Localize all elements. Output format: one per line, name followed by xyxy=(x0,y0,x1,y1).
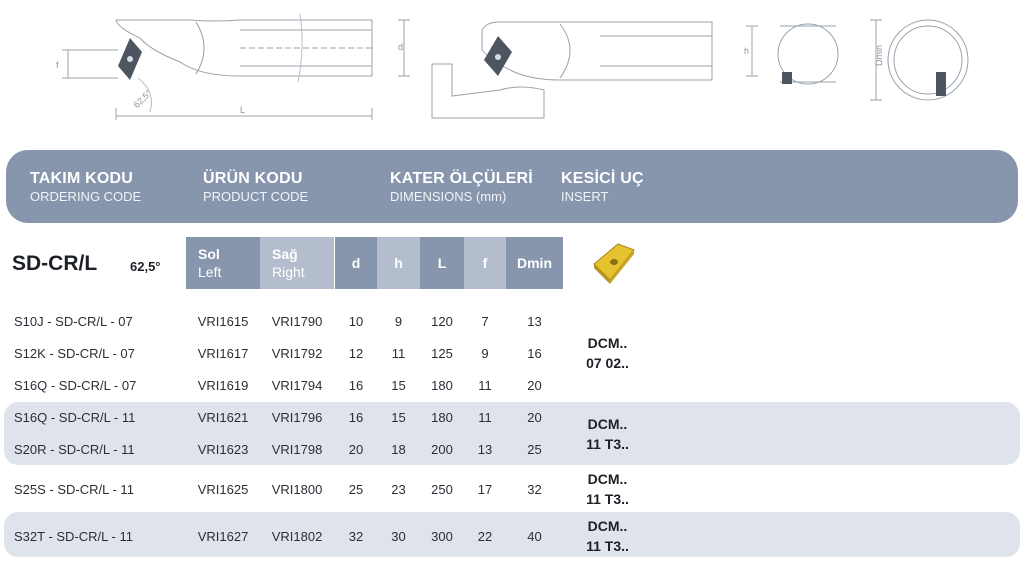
top-view-drawing xyxy=(432,22,758,118)
row-2-code: S12K - SD-CR/L - 07 xyxy=(14,346,135,361)
row-5-right: VRI1798 xyxy=(271,442,323,457)
row-1-f: 7 xyxy=(481,314,489,329)
insert-label-4-line2: 11 T3.. xyxy=(586,538,629,554)
row-4-left: VRI1621 xyxy=(197,410,249,425)
insert-label-3 xyxy=(560,469,655,509)
dmin-drawing xyxy=(870,20,968,100)
product-code-header xyxy=(203,170,308,204)
dimensions-tr: KATER ÖLÇÜLERİ xyxy=(390,170,533,187)
row-1-right: VRI1790 xyxy=(271,314,323,329)
row-2-h: 11 xyxy=(391,346,406,361)
row-1-left: VRI1615 xyxy=(197,314,249,329)
row-3-left: VRI1619 xyxy=(197,378,249,393)
row-5-f: 13 xyxy=(477,442,493,457)
row-6-left: VRI1625 xyxy=(197,482,249,497)
label-angle: 62,5° xyxy=(131,87,154,110)
row-6-h: 23 xyxy=(391,482,406,497)
row-4-dmin: 20 xyxy=(527,410,542,425)
side-view-drawing xyxy=(62,14,410,120)
col-f-header: f xyxy=(464,237,506,289)
row-4-code: S16Q - SD-CR/L - 11 xyxy=(14,410,136,425)
row-2-L: 125 xyxy=(431,346,453,361)
insert-tr: KESİCİ UÇ xyxy=(561,170,644,187)
row-4-d: 16 xyxy=(348,410,364,425)
row-4-h: 15 xyxy=(391,410,406,425)
col-L-header: L xyxy=(420,237,464,289)
label-L: L xyxy=(240,105,246,115)
row-3-d: 16 xyxy=(348,378,364,393)
row-7-L: 300 xyxy=(431,529,453,544)
row-6-dmin: 32 xyxy=(527,482,542,497)
col-right-tr: Sağ xyxy=(272,246,298,262)
row-5-d: 20 xyxy=(348,442,364,457)
row-2-left: VRI1617 xyxy=(197,346,249,361)
row-7-code: S32T - SD-CR/L - 11 xyxy=(14,529,133,544)
col-right-header xyxy=(260,237,334,289)
ordering-code-header xyxy=(30,170,141,204)
insert-label-1-line2: 07 02.. xyxy=(586,355,629,371)
row-1-d: 10 xyxy=(348,314,364,329)
insert-top-screw-icon xyxy=(495,54,501,60)
row-2-right: VRI1792 xyxy=(271,346,323,361)
label-dmin: Dmin xyxy=(874,44,884,66)
insert-label-3-line2: 11 T3.. xyxy=(586,491,629,507)
row-2-dmin: 16 xyxy=(527,346,542,361)
insert-en: INSERT xyxy=(561,189,609,204)
row-5-code: S20R - SD-CR/L - 11 xyxy=(14,442,135,457)
label-h: h xyxy=(744,46,750,56)
insert-header xyxy=(561,170,644,204)
row-6-right: VRI1800 xyxy=(271,482,323,497)
insert-label-1-line1: DCM.. xyxy=(587,335,628,351)
row-6-d: 25 xyxy=(348,482,364,497)
insert-screw-icon xyxy=(127,56,133,62)
row-4-f: 11 xyxy=(478,410,492,425)
col-dmin-header: Dmin xyxy=(506,237,563,289)
ordering-code-en: ORDERING CODE xyxy=(30,189,142,204)
label-d: d xyxy=(398,42,404,52)
insert-label-3-line1: DCM.. xyxy=(587,471,628,487)
row-1-h: 9 xyxy=(394,314,403,329)
col-h-header: h xyxy=(377,237,420,289)
row-3-f: 11 xyxy=(478,378,492,393)
row-4-right: VRI1796 xyxy=(271,410,323,425)
dimensions-en: DIMENSIONS (mm) xyxy=(390,189,507,204)
row-7-right: VRI1802 xyxy=(271,529,323,544)
col-d-header: d xyxy=(335,237,377,289)
insert-label-2 xyxy=(560,414,655,454)
dmin-insert-icon xyxy=(936,72,946,96)
row-6-code: S25S - SD-CR/L - 11 xyxy=(14,482,134,497)
col-left-header xyxy=(186,237,260,289)
row-3-dmin: 20 xyxy=(527,378,542,393)
row-7-f: 22 xyxy=(477,529,493,544)
row-7-left: VRI1627 xyxy=(197,529,249,544)
product-code-tr: ÜRÜN KODU xyxy=(203,170,303,187)
row-5-L: 200 xyxy=(431,442,453,457)
row-3-h: 15 xyxy=(391,378,406,393)
insert-icon xyxy=(588,240,638,288)
row-5-h: 18 xyxy=(391,442,406,457)
row-2-d: 12 xyxy=(348,346,364,361)
row-7-d: 32 xyxy=(348,529,364,544)
dimensions-header xyxy=(390,170,533,204)
row-5-dmin: 25 xyxy=(527,442,542,457)
row-3-code: S16Q - SD-CR/L - 07 xyxy=(14,378,137,393)
row-1-dmin: 13 xyxy=(527,314,542,329)
row-1-L: 120 xyxy=(431,314,453,329)
row-6-L: 250 xyxy=(431,482,453,497)
row-5-left: VRI1623 xyxy=(197,442,249,457)
col-left-tr: Sol xyxy=(198,246,220,262)
row-4-L: 180 xyxy=(431,410,453,425)
header-band xyxy=(6,150,1018,223)
row-3-right: VRI1794 xyxy=(271,378,323,393)
insert-label-2-line2: 11 T3.. xyxy=(586,436,629,452)
ordering-code-tr: TAKIM KODU xyxy=(30,170,134,187)
insert-label-2-line1: DCM.. xyxy=(587,416,628,432)
series-title: SD-CR/L xyxy=(12,252,98,275)
insert-label-4 xyxy=(560,516,655,556)
label-f: f xyxy=(56,60,59,70)
col-right-en: Right xyxy=(272,264,305,280)
row-6-f: 17 xyxy=(477,482,493,497)
row-7-h: 30 xyxy=(391,529,406,544)
product-code-en: PRODUCT CODE xyxy=(203,189,309,204)
row-2-f: 9 xyxy=(481,346,489,361)
cross-section-insert-icon xyxy=(782,72,792,84)
technical-drawings xyxy=(0,0,1024,140)
row-1-code: S10J - SD-CR/L - 07 xyxy=(14,314,133,329)
row-3-L: 180 xyxy=(431,378,453,393)
row-7-dmin: 40 xyxy=(527,529,542,544)
insert-label-1 xyxy=(560,333,655,373)
insert-label-4-line1: DCM.. xyxy=(587,518,628,534)
col-left-en: Left xyxy=(198,264,222,280)
series-angle: 62,5° xyxy=(130,259,161,274)
